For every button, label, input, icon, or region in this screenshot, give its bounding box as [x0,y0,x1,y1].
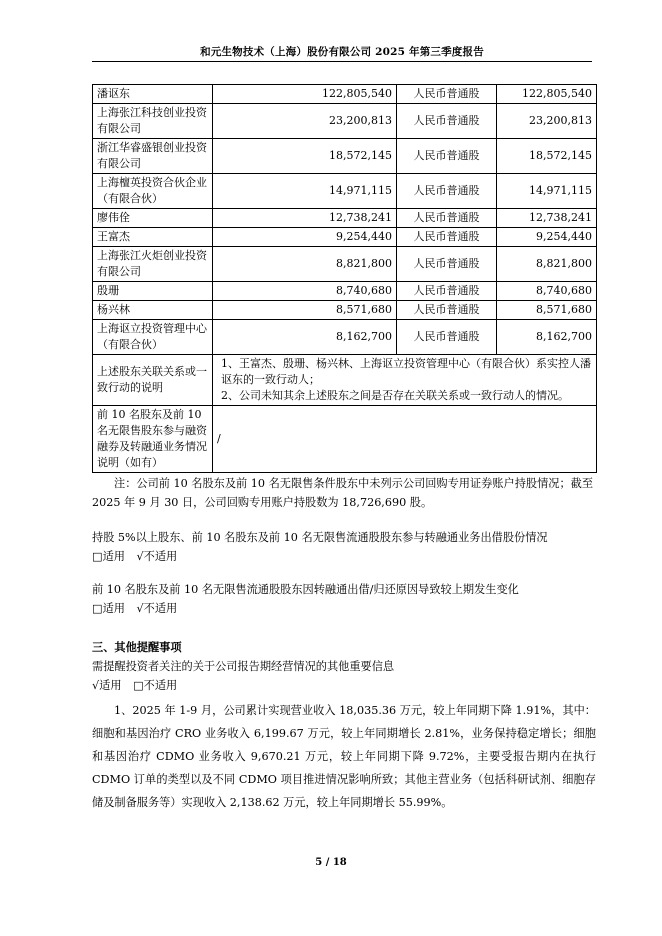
table-row [93,247,597,282]
holder-name: 王富杰 [93,228,213,247]
holder-shares: 8,740,680 [213,282,397,301]
lending-block [92,528,596,566]
page-number: 5 / 18 [315,857,347,868]
holder-share-type: 人民币普通股 [397,85,497,104]
holder-share-type: 人民币普通股 [397,209,497,228]
holder-shares: 12,738,241 [213,209,397,228]
holder-share-count: 12,738,241 [497,209,597,228]
margin-note-label: 前 10 名股东及前 10 名无限售股东参与融资融券及转融通业务情况说明（如有） [93,406,213,473]
holder-shares: 8,821,800 [213,247,397,282]
table-row [93,104,597,139]
holder-name: 上海讴立投资管理中心（有限合伙） [93,320,213,355]
relation-row [93,355,597,406]
holder-share-count: 23,200,813 [497,104,597,139]
lending-checks [92,547,596,566]
holder-share-count: 8,740,680 [497,282,597,301]
table-row [93,85,597,104]
change-block [92,580,596,618]
holder-share-count: 8,821,800 [497,247,597,282]
table-row [93,301,597,320]
holder-shares: 9,254,440 [213,228,397,247]
holder-name: 殷珊 [93,282,213,301]
holder-name: 上海张江科技创业投资有限公司 [93,104,213,139]
table-row [93,139,597,174]
relation-label: 上述股东关联关系或一致行动的说明 [93,355,213,406]
holder-share-count: 122,805,540 [497,85,597,104]
section-3-not-applicable: □不适用 [133,679,178,692]
holder-name: 杨兴林 [93,301,213,320]
change-checks [92,599,596,618]
section-3-applicable: √适用 [92,679,122,692]
holder-name: 上海张江火炬创业投资有限公司 [93,247,213,282]
holder-shares: 122,805,540 [213,85,397,104]
holder-share-type: 人民币普通股 [397,301,497,320]
holder-shares: 18,572,145 [213,139,397,174]
holder-share-count: 8,571,680 [497,301,597,320]
change-applicable: □适用 [92,602,125,615]
holder-share-type: 人民币普通股 [397,139,497,174]
section-3-heading: 三、其他提醒事项 [92,640,182,654]
section-3-intro: 需提醒投资者关注的关于公司报告期经营情况的其他重要信息 [92,660,395,673]
repurchase-note: 注：公司前 10 名股东及前 10 名无限售条件股东中未列示公司回购专用证券账户持股情况；截至 2025 年 9 月 30 日，公司回购专用账户持股数为 18,726,690 股。 [92,477,594,509]
report-header: 和元生物技术（上海）股份有限公司 2025 年第三季度报告 [200,46,484,58]
holder-share-type: 人民币普通股 [397,104,497,139]
holder-name: 浙江华睿盛银创业投资有限公司 [93,139,213,174]
relation-line-2: 2、公司未知其余上述股东之间是否存在关联关系或一致行动人的情况。 [221,389,569,402]
relation-text [213,355,597,406]
lending-applicable: □适用 [92,550,125,563]
holder-share-count: 18,572,145 [497,139,597,174]
change-title: 前 10 名股东及前 10 名无限售流通股股东因转融通出借/归还原因导致较上期发生变化 [92,583,519,596]
section-3-checks [92,676,596,695]
holder-share-type: 人民币普通股 [397,320,497,355]
change-not-applicable: √不适用 [136,602,178,615]
table-row [93,228,597,247]
holder-share-type: 人民币普通股 [397,174,497,209]
holder-name: 潘讴东 [93,85,213,104]
holder-share-count: 9,254,440 [497,228,597,247]
margin-note-value: / [213,406,597,473]
holder-share-type: 人民币普通股 [397,228,497,247]
holder-shares: 23,200,813 [213,104,397,139]
table-row [93,174,597,209]
holder-shares: 14,971,115 [213,174,397,209]
holder-share-type: 人民币普通股 [397,247,497,282]
holder-share-type: 人民币普通股 [397,282,497,301]
lending-title: 持股 5%以上股东、前 10 名股东及前 10 名无限售流通股股东参与转融通业务出借股份情况 [92,531,548,544]
lending-not-applicable: √不适用 [136,550,178,563]
section-3-body: 1、2025 年 1-9 月，公司累计实现营业收入 18,035.36 万元，较上年同期下降 1.91%，其中：细胞和基因治疗 CRO 业务收入 6,199.67 万元，较上年同期增长 2.81%，业务保持稳定增长；细胞和基因治疗 CDMO 业务收入 9,670.21 万元，较上年同期下降 9.72%，主要受报告期内在执行 CDMO 订单的类型以及不同 CDMO 项目推进情况影响所致；其他主营业务（包括科研试剂、细胞存储及制备服务等）实现收入 2,138.62 万元，较上年同期增长 55.99%。 [92,704,596,809]
header-divider [92,61,592,62]
section-3 [92,638,596,814]
holder-share-count: 14,971,115 [497,174,597,209]
table-row [93,209,597,228]
holder-share-count: 8,162,700 [497,320,597,355]
top-holders-table [92,84,597,473]
table-row [93,282,597,301]
holder-shares: 8,571,680 [213,301,397,320]
margin-note-row [93,406,597,473]
holder-shares: 8,162,700 [213,320,397,355]
holder-name: 上海檀英投资合伙企业（有限合伙） [93,174,213,209]
relation-line-1: 1、王富杰、殷珊、杨兴林、上海讴立投资管理中心（有限合伙）系实控人潘讴东的一致行动人； [221,357,591,386]
table-row [93,320,597,355]
holder-name: 廖伟佺 [93,209,213,228]
